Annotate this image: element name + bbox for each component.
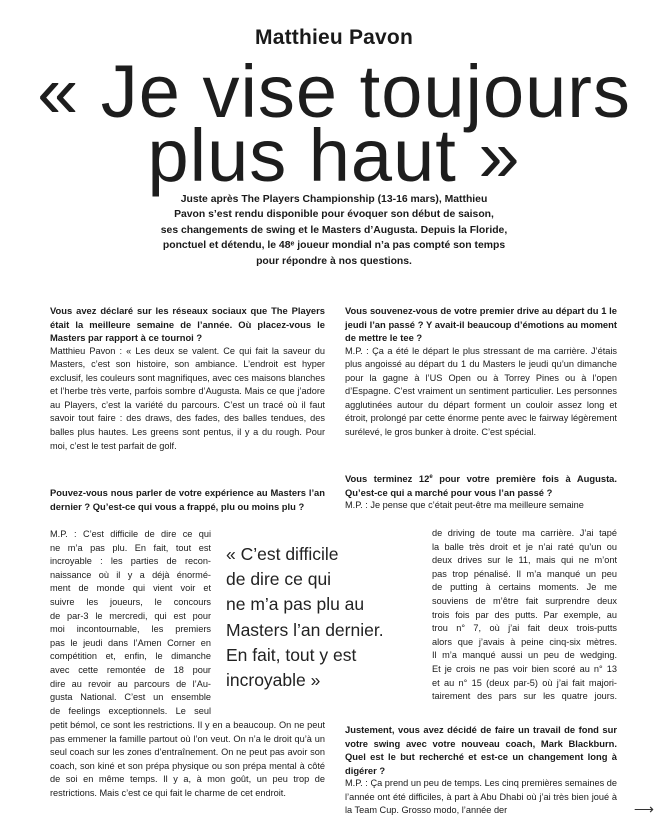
pull-quote-line: ne m’a pas plu au [226,594,365,615]
pull-quote-line: incroyable » [226,670,321,691]
answer-2-end: petit bémol, ce sont les restrictions. Il y en a beaucoup. On ne peut pas emmener la famille partout où l’on veut. On n’a le droit qu’à un seul coach sur les zones d’entraînement. On ne peut pas avoir son coach, son kiné et son prépa physique ou son prépa mental à côté de soi en même temps. Il y a, à mon goût, un peu trop de restrictions. Mais c’est ce qui fait le charme de cet endroit. [50,720,325,798]
question-2: Pouvez-vous nous parler de votre expérience au Masters l’an dernier ? Qu’est-ce qui vous a frappé, plu ou moins plu ? [50,487,325,512]
answer-4-line: pas trop pénalisé. Il m’a manqué un peu [432,568,617,579]
answer-2-line: pas le jeudi dans l’Amen Corner en [50,637,211,648]
intro-line: ses changements de swing et le Masters d’Augusta. Depuis la Floride, [160,224,508,236]
pull-quote-line: En fait, tout y est [226,644,357,665]
answer-2-line: avec cette remontée de 18 pour [50,664,211,675]
answer-4-line: et au n° 15 (deux par-5) où j’ai fait majori- [432,677,617,688]
question-3: Vous souvenez-vous de votre premier drive au départ du 1 le jeudi l’an passé ? Y avait-il beaucoup d’émotions au moment de mettre le tee ? [345,305,617,343]
ordinal-suffix: e [429,473,433,480]
right-narrow-answer [432,527,617,704]
answer-1 [50,345,325,454]
question-1: Vous avez déclaré sur les réseaux sociaux que The Players était la meilleure semaine de l’année. Où placez-vous le Masters par rapport à ce tournoi ? [50,305,325,343]
pull-quote-line: « C’est difficile [226,544,339,564]
answer-4-line: de driving de toute ma carrière. J’ai tapé [432,528,617,538]
answer-2-line: ne m’a pas plu. En fait, tout est [50,542,211,553]
answer-4-line: souviens de m’être fait surprendre deux [432,595,617,606]
headline-line-2: plus haut » [147,114,521,197]
answer-text: Ça a été le départ le plus stressant de ma carrière. J’étais plus angoissé au départ du 1 du Masters le jeudi qu’un dimanche pour la gagne à l’US Open ou à Torrey Pines ou à l’open d’Espagne. C’est vraiment un sentiment particulier. Les personnes agglutinées autour du départ forment un couloir assez long et étroit, prolongé par cette énorme pente avec le fairway légèrement surélevé, le gros bunker à droite. C’est spécial. [345,345,618,438]
answer-text: Ça prend un peu de temps. Les cinq premières semaines de l’année ont été difficiles, à part à Abu Dhabi où j’ai très bien joué à la Team Cup. Grosso modo, l’année der [345,778,617,816]
answer-4-line: deux drives sur le 11, mais qui ne m’ont [432,555,617,566]
answer-4-line: Et je crois ne pas voir bien scoré au n° 13 [432,663,617,674]
answer-2-line: compétition et, enfin, le dimanche [50,651,211,662]
answer-2-line: dire au revoir au parcours de l’Au- [50,678,211,689]
answer-4-line: Il m’a manqué aussi un peu de wedging. [432,650,617,661]
answer-4-line: trou n° 7, où j’ai fait deux trois-putts [432,623,617,634]
answer-2-line: ment de monde qui vient voir et [50,583,211,594]
intro-line: pour répondre à nos questions. [256,255,412,267]
kicker: Matthieu Pavon [255,26,413,49]
answer-4-line: la balle très droit et je n’ai raté qu’un ou [432,541,617,552]
answer-2-line: de par-3 le mercredi, qui est pour [50,610,211,621]
question-4-start: Vous terminez 12 [345,473,430,484]
answer-5 [345,777,617,818]
pull-quote-line: de dire ce qui [226,569,332,590]
answer-text: Je pense que c’était peut-être ma meilleure semaine [370,500,584,510]
intro-line: Pavon s’est rendu disponible pour évoquer son début de saison, [174,209,494,221]
answer-4-first [345,499,617,513]
answer-2-line: gusta National. C’est un ensemble [50,692,211,703]
answer-4-line: trois fois par des putts. Par exemple, au [432,609,617,620]
left-column-q2 [50,486,325,513]
speaker: M.P. : [345,778,371,788]
right-column-q4 [345,472,617,513]
question-4-end: pour votre première fois à Augusta. Qu’est-ce qui a marché pour vous l’an passé ? [345,473,618,498]
intro-line: Juste après The Players Championship (13-16 mars), Matthieu [180,194,488,205]
answer-2-line: incroyable : les parties de recon- [50,556,211,567]
question-4 [345,472,617,499]
answer-text: C’est difficile de dire ce qui [82,529,211,539]
speaker: M.P. : [345,500,371,510]
answer-3 [345,345,617,440]
answer-4-line: tairement des pars sur les quatre jours. [432,691,617,702]
intro-paragraph [150,192,518,269]
intro-line: ponctuel et détendu, le 48ᵉ joueur mondial n’a pas compté son temps [162,240,506,252]
speaker: M.P. : [345,345,373,356]
answer-2-line [50,528,211,542]
left-column-top [50,304,325,453]
speaker: Matthieu Pavon : [50,345,127,356]
left-narrow-answer [50,528,211,718]
continue-arrow-icon: ⟶ [633,801,654,817]
left-full-answer [50,719,325,801]
pull-quote [226,542,426,693]
pull-quote-line: Masters l’an dernier. [226,619,384,640]
right-column-q3 [345,304,617,440]
answer-4-line: alors que j’avais à peine cinq-six mètres. [432,636,617,647]
speaker: M.P. : [50,529,83,539]
answer-2-line: naissance où il y a déjà énormé- [50,569,211,580]
right-column-q5 [345,723,617,818]
question-5: Justement, vous avez décidé de faire un travail de fond sur votre swing avec votre nouveau coach, Mark Blackburn. Quel est le but recherché et est-ce un changement long à digérer ? [345,724,617,776]
answer-4-line: de putting à certains moments. Je me [432,582,617,593]
answer-2-line: moi incontournable, les premiers [50,624,211,635]
answer-2-line: de feelings exceptionnels. Le seul [50,705,211,716]
answer-2-line: suivre les joueurs, le concours [50,596,211,607]
headline-line-1: « Je vise toujours [37,50,631,133]
answer-text: « Les deux se valent. Ce qui fait la saveur du Masters, c’est son histoire, son ambiance. L’endroit est hyper exclusif, les couleurs sont magnifiques, avec ces maisons blanches et l’herbe très verte, parfois sombre d’Augusta. Mais ce que j’adore au Players, c’est la variété du parcours. C’est un tracé où il faut savoir tout faire : des draws, des fades, des balles tendues, des balles plus hautes. Les greens sont pentus, il y a du rough. Pour moi, c’est le test parfait de golf. [50,345,325,451]
